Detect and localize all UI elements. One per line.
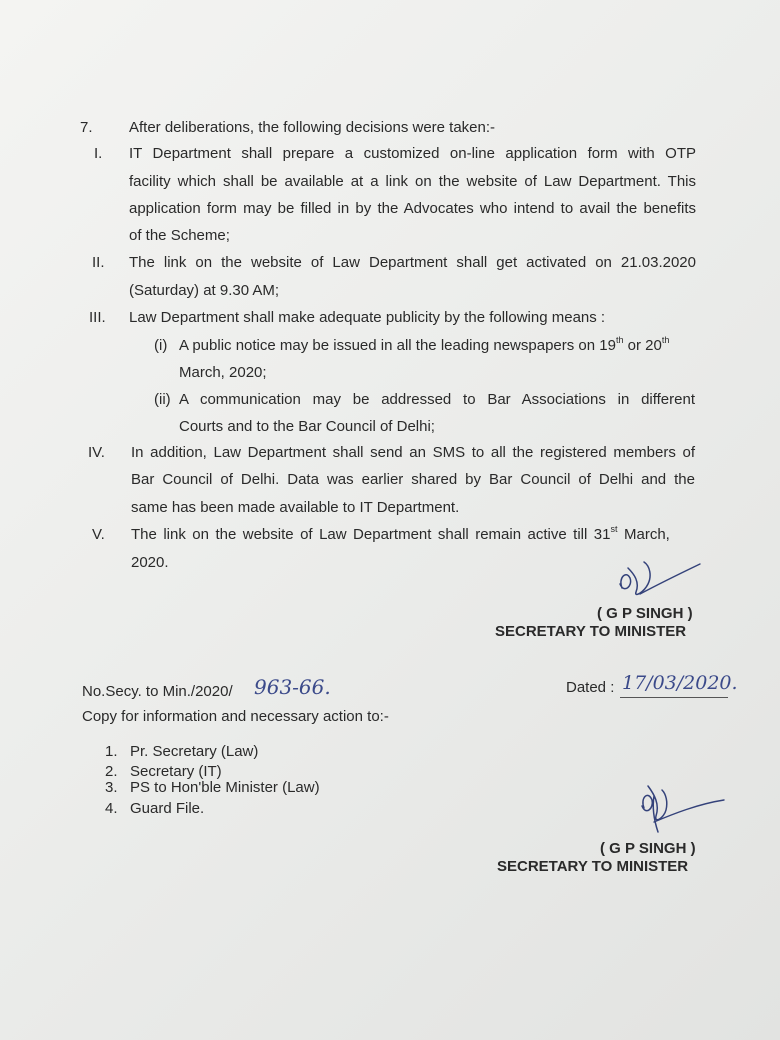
decision-text-line: The link on the website of Law Department shall get activated on 21.03.2020 (129, 254, 696, 271)
list-item: PS to Hon'ble Minister (Law) (130, 779, 320, 796)
means-label: (i) (154, 337, 168, 354)
decision-text-line: IT Department shall prepare a customized on-line application form with OTP (129, 145, 696, 162)
list-item-number: 4. (105, 800, 118, 817)
signatory-name: ( G P SINGH ) (600, 840, 696, 857)
means-text-line: March, 2020; (179, 364, 267, 381)
signatory-name: ( G P SINGH ) (597, 605, 693, 622)
signature-1 (600, 548, 710, 608)
decision-text-line: same has been made available to IT Department. (131, 499, 460, 516)
decision-text-line: facility which shall be available at a link on the website of Law Department. This (129, 173, 696, 190)
decision-text-line: of the Scheme; (129, 227, 230, 244)
date-underline (620, 697, 728, 698)
list-item-number: 3. (105, 779, 118, 796)
means-text-line: A public notice may be issued in all the leading newspapers on 19th or 20th (179, 335, 670, 354)
decision-text-line: Bar Council of Delhi. Data was earlier shared by Bar Council of Delhi and the (131, 471, 695, 488)
signatory-designation: SECRETARY TO MINISTER (497, 858, 689, 875)
reference-number-handwritten: 963-66. (254, 675, 331, 699)
means-label: (ii) (154, 391, 171, 408)
reference-number-label: No.Secy. to Min./2020/ (82, 683, 233, 700)
decision-numeral: II. (92, 254, 105, 271)
list-item-number: 1. (105, 743, 118, 760)
means-text-line: Courts and to the Bar Council of Delhi; (179, 418, 435, 435)
list-item: Secretary (IT) (130, 763, 222, 780)
decision-text-line: The link on the website of Law Department shall remain active till 31st March, (131, 524, 670, 543)
decision-text-line: 2020. (131, 554, 169, 571)
decision-numeral: I. (94, 145, 103, 162)
item-intro: After deliberations, the following decisions were taken:- (129, 119, 496, 136)
list-item: Guard File. (130, 800, 205, 817)
decision-numeral: V. (92, 526, 105, 543)
item-number: 7. (80, 119, 93, 136)
list-item: Pr. Secretary (Law) (130, 743, 259, 760)
dated-label: Dated : (566, 679, 615, 696)
list-item-number: 2. (105, 763, 118, 780)
decision-text-line: application form may be filled in by the Advocates who intend to avail the benefits (129, 200, 696, 217)
signatory-designation: SECRETARY TO MINISTER (495, 623, 687, 640)
decision-text-line: Law Department shall make adequate publicity by the following means : (129, 309, 606, 326)
decision-text-line: (Saturday) at 9.30 AM; (129, 282, 280, 299)
dated-handwritten: 17/03/2020. (622, 672, 738, 694)
copy-to-intro: Copy for information and necessary action to:- (82, 708, 389, 725)
decision-numeral: IV. (88, 444, 105, 461)
signature-2 (618, 772, 728, 842)
means-text-line: A communication may be addressed to Bar Associations in different (179, 391, 695, 408)
decision-text-line: In addition, Law Department shall send an SMS to all the registered members of (131, 444, 695, 461)
decision-numeral: III. (89, 309, 106, 326)
